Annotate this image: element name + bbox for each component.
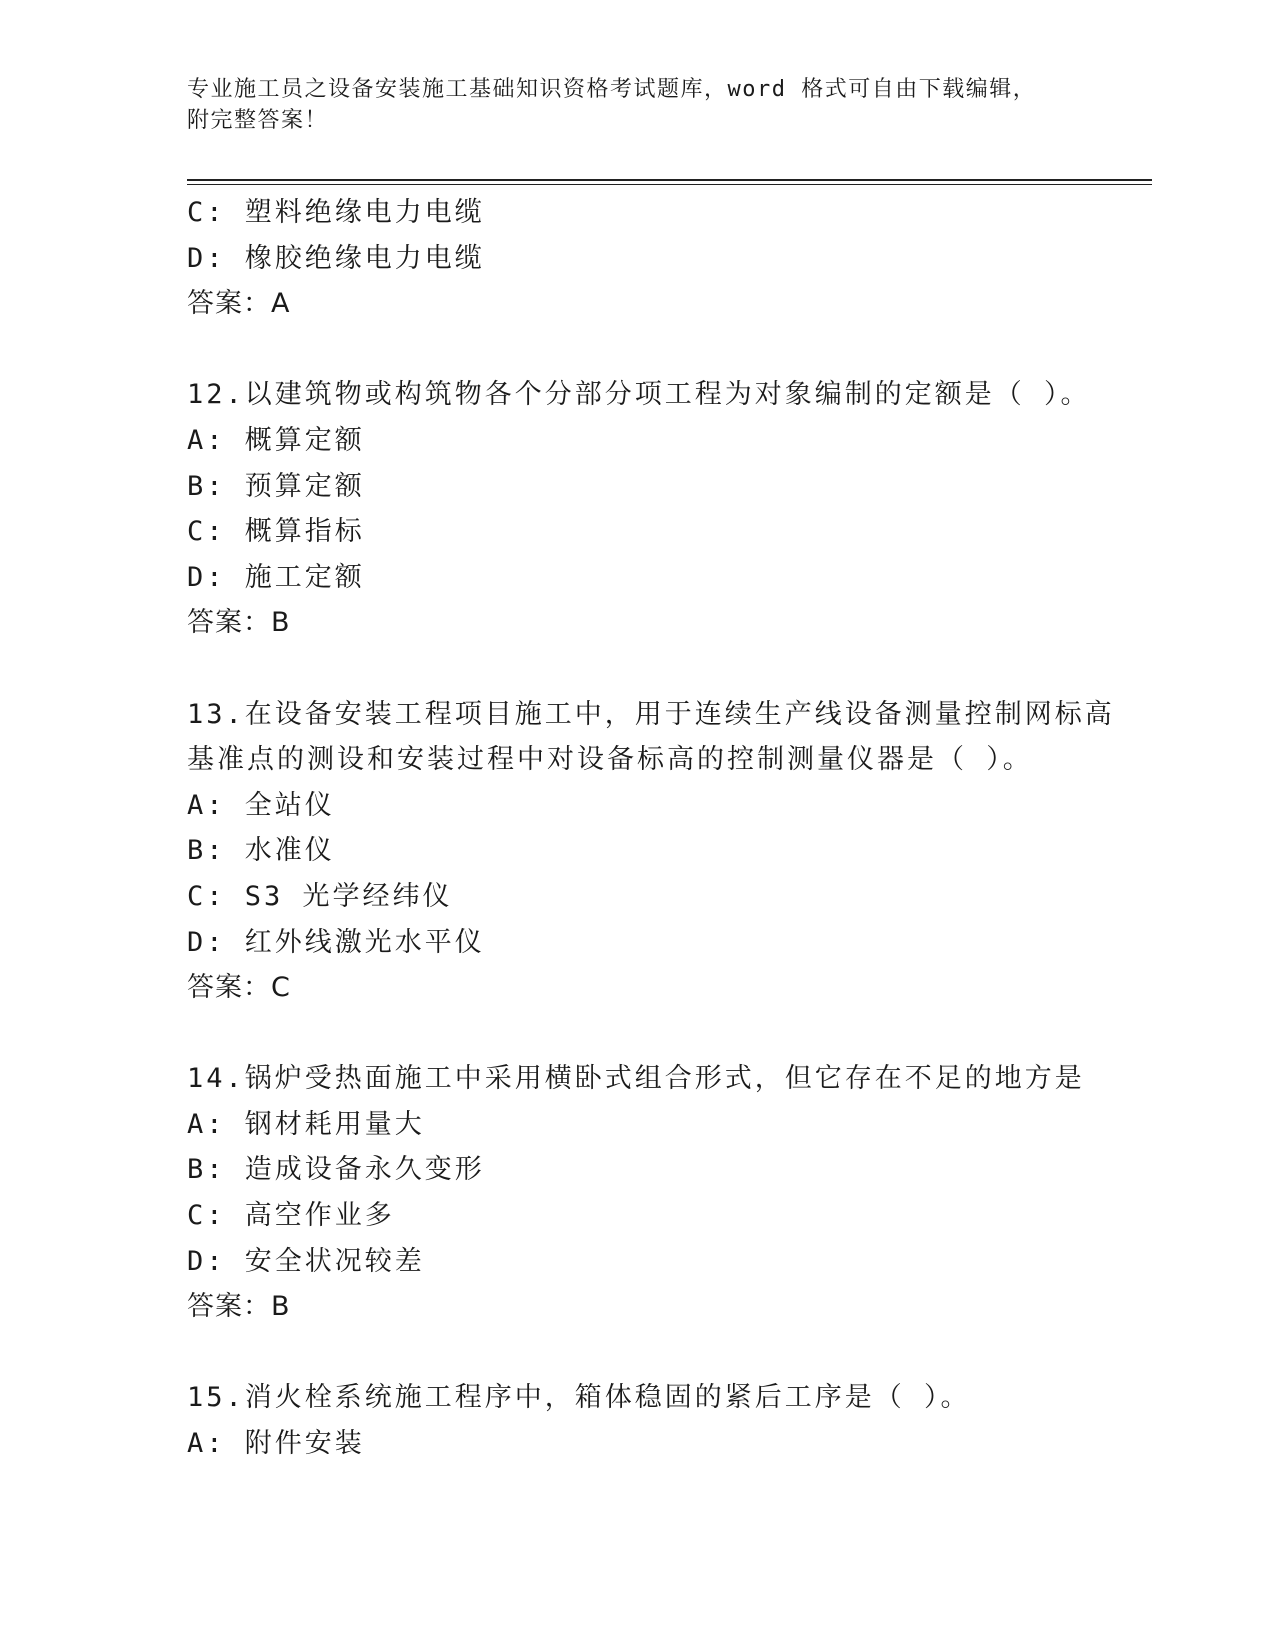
question-stem: 14.锅炉受热面施工中采用横卧式组合形式，但它存在不足的地方是: [187, 1063, 1085, 1095]
option-b: B: 水准仪: [187, 835, 335, 867]
option-a: A: 概算定额: [187, 424, 365, 456]
question-14: [187, 1056, 1087, 1330]
option-b: B: 造成设备永久变形: [187, 1154, 485, 1186]
header-rule-thin: [187, 184, 1152, 185]
answer-line: 答案：C: [187, 972, 291, 1004]
option-a: A: 钢材耗用量大: [187, 1108, 425, 1140]
previous-question-tail: [187, 190, 1087, 327]
question-body: [187, 190, 1115, 1467]
option-a: A: 附件安装: [187, 1428, 365, 1460]
option-d: D: 红外线激光水平仪: [187, 926, 485, 958]
question-13: [187, 692, 1115, 1011]
question-stem: 12.以建筑物或构筑物各个分部分项工程为对象编制的定额是（ ）。: [187, 379, 1091, 411]
option-a: A: 全站仪: [187, 789, 335, 821]
header-line-2: 附完整答案！: [187, 108, 329, 133]
option-d: D: 施工定额: [187, 561, 365, 593]
option-b: B: 预算定额: [187, 470, 365, 502]
page-header: [187, 74, 1087, 136]
answer-line: 答案：A: [187, 288, 291, 320]
answer-line: 答案：B: [187, 1291, 291, 1323]
question-15: [187, 1375, 1087, 1466]
option-c: C: 高空作业多: [187, 1200, 395, 1232]
option-c: C: 塑料绝缘电力电缆: [187, 197, 485, 228]
question-12: [187, 372, 1091, 646]
answer-line: 答案：B: [187, 607, 291, 639]
question-stem: 15.消火栓系统施工程序中，箱体稳固的紧后工序是（ ）。: [187, 1382, 971, 1414]
header-rule-thick: [187, 179, 1152, 181]
question-stem-line-2: 基准点的测设和安装过程中对设备标高的控制测量仪器是（ ）。: [187, 744, 1033, 776]
option-c: C: S3 光学经纬仪: [187, 880, 453, 912]
question-stem-line-1: 13.在设备安装工程项目施工中，用于连续生产线设备测量控制网标高: [187, 698, 1115, 730]
header-line-1: 专业施工员之设备安装施工基础知识资格考试题库，word 格式可自由下载编辑，: [187, 77, 1037, 102]
option-c: C: 概算指标: [187, 516, 365, 548]
option-d: D: 橡胶绝缘电力电缆: [187, 242, 485, 274]
option-d: D: 安全状况较差: [187, 1245, 425, 1277]
